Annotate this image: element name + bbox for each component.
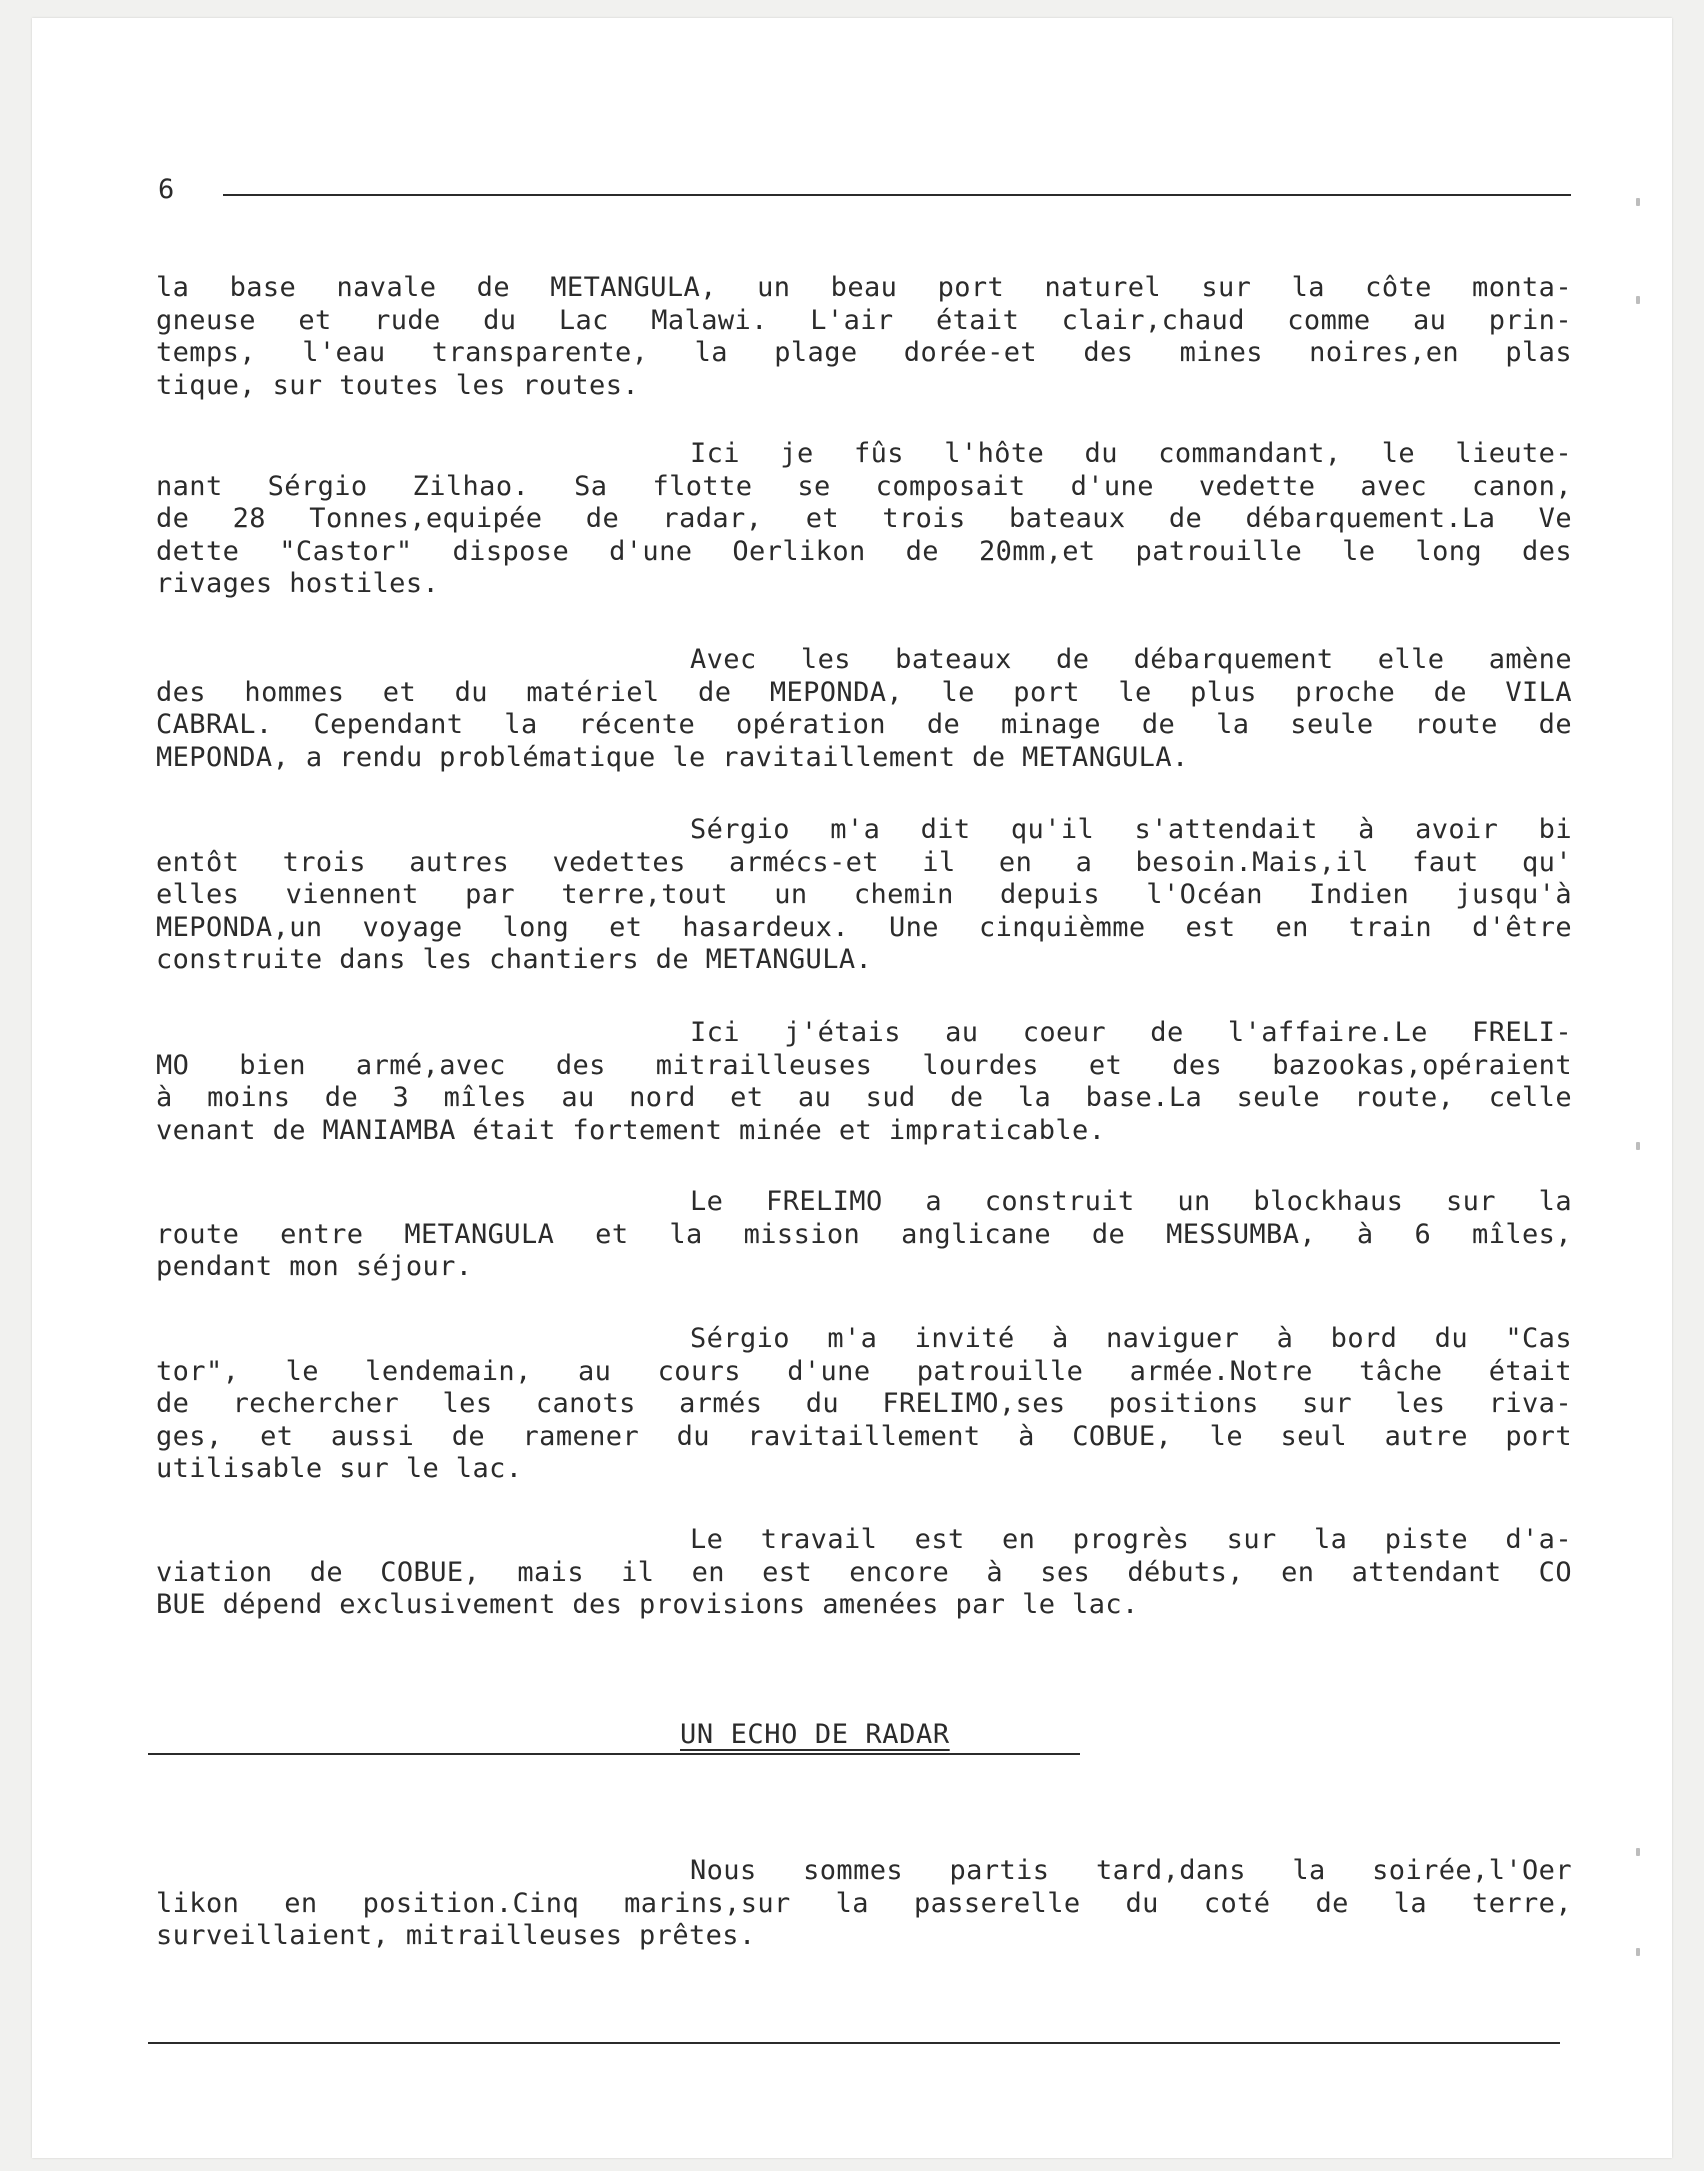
paragraph-line: surveillaient, mitrailleuses prêtes.	[156, 1920, 756, 1951]
paragraph-line: la base navale de METANGULA, un beau port naturel sur la côte monta-	[156, 272, 1572, 303]
paragraph-line: MEPONDA,un voyage long et hasardeux. Une cinquièmme est en train d'être	[156, 911, 1572, 943]
paragraph-line: nant Sérgio Zilhao. Sa flotte se composait d'une vedette avec canon,	[156, 470, 1572, 502]
paragraph-4	[156, 814, 1572, 977]
paragraph-line: de rechercher les canots armés du FRELIMO,ses positions sur les riva-	[156, 1388, 1572, 1419]
paragraph-1	[156, 272, 1572, 402]
paragraph-line: Ici j'étais au coeur de l'affaire.Le FRELI-	[690, 1017, 1572, 1048]
paragraph-line: MO bien armé,avec des mitrailleuses lourdes et des bazookas,opéraient	[156, 1049, 1572, 1081]
paragraph-line: entôt trois autres vedettes armécs-et il en a besoin.Mais,il faut qu'	[156, 846, 1572, 878]
paragraph-line: Avec les bateaux de débarquement elle amène	[690, 644, 1572, 675]
paragraph-line: de 28 Tonnes,equipée de radar, et trois bateaux de débarquement.La Ve	[156, 503, 1572, 534]
paragraph-line: ges, et aussi de ramener du ravitaillement à COBUE, le seul autre port	[156, 1420, 1572, 1452]
edge-mark	[1636, 296, 1640, 304]
paragraph-line: Sérgio m'a dit qu'il s'attendait à avoir bi	[690, 814, 1572, 845]
paragraph-line: likon en position.Cinq marins,sur la passerelle du coté de la terre,	[156, 1887, 1572, 1919]
paragraph-line: venant de MANIAMBA était fortement minée et impraticable.	[156, 1114, 1106, 1146]
paragraph-line: elles viennent par terre,tout un chemin depuis l'Océan Indien jusqu'à	[156, 879, 1572, 910]
paragraph-8	[156, 1524, 1572, 1622]
paragraph-line: des hommes et du matériel de MEPONDA, le port le plus proche de VILA	[156, 676, 1572, 708]
edge-mark	[1636, 1948, 1640, 1956]
paragraph-line: viation de COBUE, mais il en est encore à ses débuts, en attendant CO	[156, 1556, 1572, 1588]
paragraph-line: tique, sur toutes les routes.	[156, 369, 640, 401]
paragraph-line: Nous sommes partis tard,dans la soirée,l'Oer	[690, 1855, 1572, 1886]
paragraph-line: construite dans les chantiers de METANGULA.	[156, 944, 873, 975]
paragraph-line: CABRAL. Cependant la récente opération de minage de la seule route de	[156, 709, 1572, 740]
paragraph-line: Sérgio m'a invité à naviguer à bord du "Cas	[690, 1323, 1572, 1354]
paragraph-5	[156, 1017, 1572, 1147]
paragraph-line: MEPONDA, a rendu problématique le ravitaillement de METANGULA.	[156, 741, 1189, 773]
paragraph-line: tor", le lendemain, au cours d'une patrouille armée.Notre tâche était	[156, 1355, 1572, 1387]
paragraph-3	[156, 644, 1572, 774]
page-number: 6	[158, 174, 175, 205]
paragraph-6	[156, 1186, 1572, 1284]
paragraph-line: gneuse et rude du Lac Malawi. L'air était clair,chaud comme au prin-	[156, 304, 1572, 336]
paragraph-2	[156, 438, 1572, 601]
header-rule	[223, 194, 1571, 196]
paragraph-line: à moins de 3 mîles au nord et au sud de la base.La seule route, celle	[156, 1082, 1572, 1113]
paragraph-line: utilisable sur le lac.	[156, 1453, 523, 1484]
paragraph-line: rivages hostiles.	[156, 568, 440, 599]
section-title: UN ECHO DE RADAR	[680, 1719, 950, 1750]
paragraph-line: BUE dépend exclusivement des provisions amenées par le lac.	[156, 1589, 1139, 1620]
paragraph-line: Le FRELIMO a construit un blockhaus sur la	[690, 1186, 1572, 1217]
paragraph-9	[156, 1855, 1572, 1953]
footer-rule	[148, 2042, 1560, 2044]
section-rule	[148, 1753, 1080, 1755]
edge-mark	[1636, 198, 1640, 206]
paragraph-line: pendant mon séjour.	[156, 1251, 473, 1282]
edge-mark	[1636, 1848, 1640, 1856]
edge-mark	[1636, 1142, 1640, 1150]
paragraph-line: route entre METANGULA et la mission anglicane de MESSUMBA, à 6 mîles,	[156, 1218, 1572, 1250]
paragraph-line: temps, l'eau transparente, la plage dorée-et des mines noires,en plas	[156, 337, 1572, 368]
paragraph-line: dette "Castor" dispose d'une Oerlikon de 20mm,et patrouille le long des	[156, 535, 1572, 567]
paragraph-line: Ici je fûs l'hôte du commandant, le lieute-	[690, 438, 1572, 469]
paragraph-line: Le travail est en progrès sur la piste d'a-	[690, 1524, 1572, 1555]
paragraph-7	[156, 1323, 1572, 1486]
